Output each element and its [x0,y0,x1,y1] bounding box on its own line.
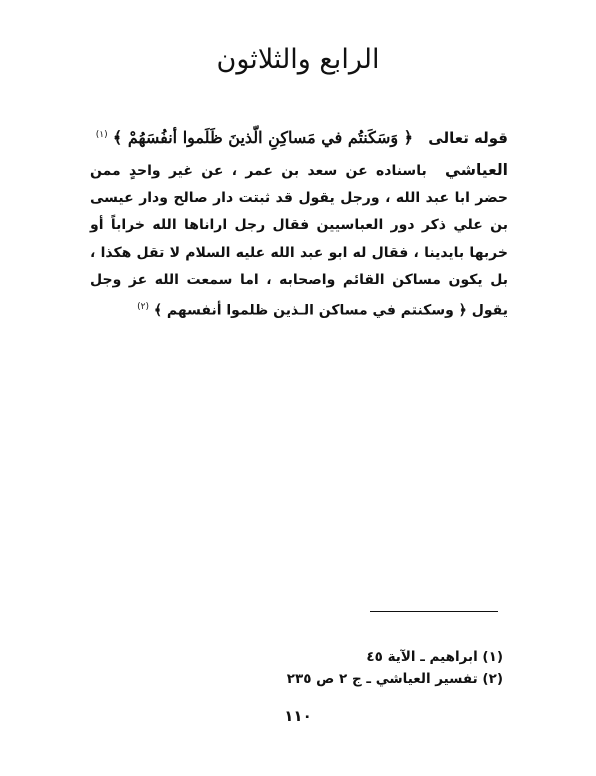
chapter-title: الرابع والثلاثون [216,44,380,75]
verse-footnote-mark: (١) [95,130,108,140]
verse-quote: ﴿ وَسَكَنتُم في مَساكِنِ الّذينَ ظَلَموا أنفُسَهُمْ ﴾ [112,128,414,147]
narration-paragraph [90,157,508,325]
footnote-1: (١) ابراهيم ـ الآية ٤٥ [366,649,503,665]
narration-text: باسناده عن سعد بن عمر ، عن غير واحدٍ ممن حضر ابا عبد الله ، ورجل يقول قد ثبتت دار صالح ودار عيسى بن علي ذكر دور العباسيين فقال رجل اراناها الله خراباً أو خربها بايدينا ، فقال له ابو عبد الله عليه السلام لا تقل هكذا ، بل يكون مساكن القائم واصحابه ، اما سمعت الله عز وجل يقول [90,163,508,319]
footnotes [203,646,503,690]
footnote-2: (٢) تفسير العياشي ـ ج ٢ ص ٢٣٥ [286,671,503,687]
page-number: ١١٠ [284,707,312,725]
verse-intro: قوله تعالى [428,129,508,147]
narration-quote: ﴿ وسكنتم في مساكن الـذين ظلموا أنفسهم ﴾ [153,302,467,319]
narrator-name: العياشي [445,161,508,179]
verse-heading [78,128,508,147]
narration-footnote-mark: (٢) [137,302,149,313]
footnote-separator [370,611,498,612]
